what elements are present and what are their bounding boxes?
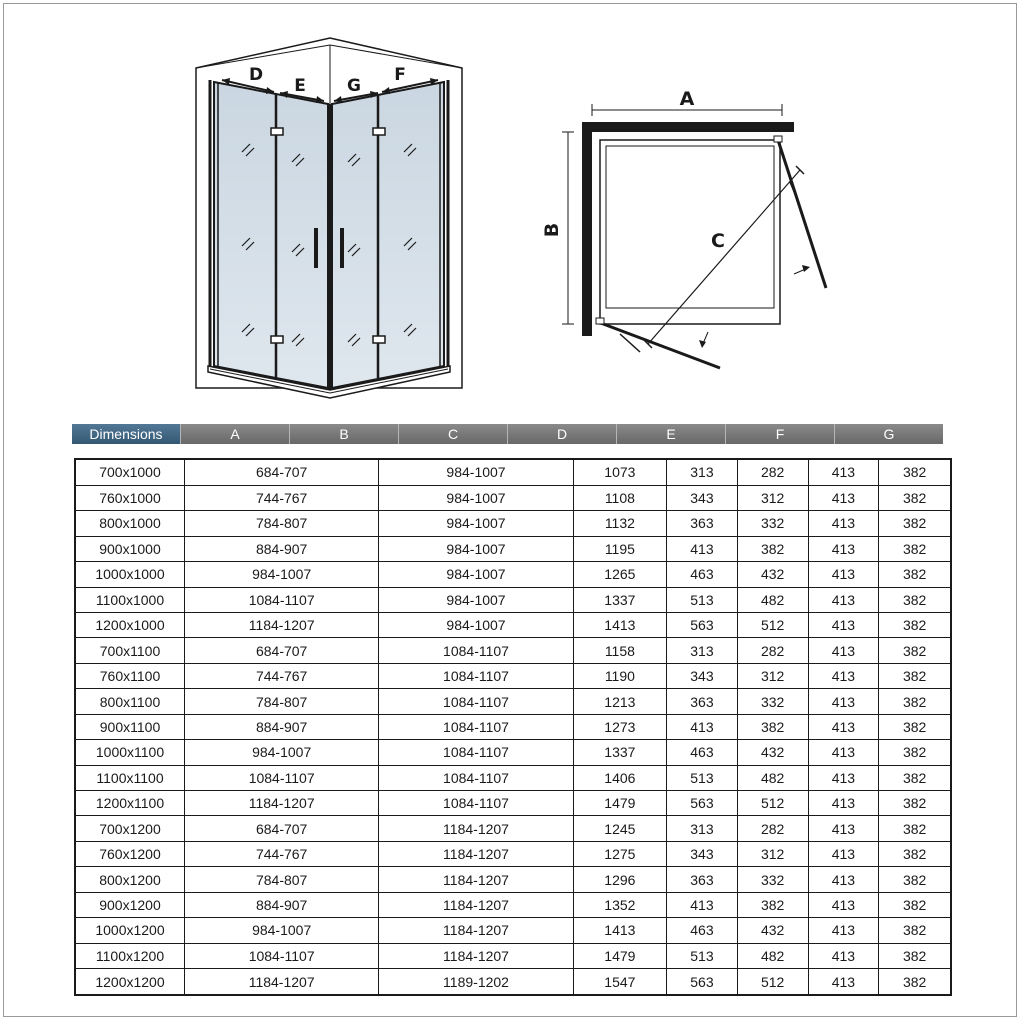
table-cell: 413 [667, 714, 738, 739]
table-cell: 363 [667, 689, 738, 714]
table-row [75, 765, 951, 790]
table-cell: 413 [808, 459, 879, 485]
table-cell: 1265 [573, 562, 666, 587]
table-cell: 1406 [573, 765, 666, 790]
table-cell: 482 [737, 765, 808, 790]
table-cell: 1084-1107 [379, 765, 573, 790]
table-cell: 413 [667, 892, 738, 917]
table-cell: 382 [879, 969, 951, 995]
table-cell: 382 [879, 918, 951, 943]
table-cell: 1184-1207 [379, 892, 573, 917]
table-cell: 744-767 [185, 663, 379, 688]
model-cell: 1000x1100 [75, 740, 185, 765]
table-cell: 382 [879, 612, 951, 637]
model-cell: 900x1100 [75, 714, 185, 739]
table-cell: 382 [737, 892, 808, 917]
table-cell: 984-1007 [185, 740, 379, 765]
table-cell: 1413 [573, 612, 666, 637]
table-cell: 382 [879, 791, 951, 816]
table-row [75, 612, 951, 637]
model-cell: 700x1100 [75, 638, 185, 663]
table-cell: 382 [879, 867, 951, 892]
table-cell: 984-1007 [379, 511, 573, 536]
table-cell: 1479 [573, 943, 666, 968]
table-row [75, 714, 951, 739]
table-row [75, 969, 951, 995]
table-cell: 343 [667, 663, 738, 688]
table-cell: 413 [808, 612, 879, 637]
table-row [75, 918, 951, 943]
table-cell: 382 [879, 943, 951, 968]
label-d: D [248, 65, 264, 85]
table-cell: 984-1007 [379, 612, 573, 637]
table-cell: 413 [808, 943, 879, 968]
table-cell: 413 [808, 740, 879, 765]
table-cell: 563 [667, 612, 738, 637]
table-cell: 312 [737, 485, 808, 510]
table-cell: 382 [879, 689, 951, 714]
table-cell: 463 [667, 918, 738, 943]
table-row [75, 892, 951, 917]
header-b: B [289, 424, 398, 444]
model-cell: 800x1200 [75, 867, 185, 892]
table-cell: 784-807 [185, 511, 379, 536]
table-cell: 1296 [573, 867, 666, 892]
table-row [75, 841, 951, 866]
table-cell: 563 [667, 791, 738, 816]
table-cell: 463 [667, 562, 738, 587]
header-e: E [616, 424, 725, 444]
table-cell: 884-907 [185, 536, 379, 561]
table-cell: 984-1007 [379, 536, 573, 561]
table-cell: 382 [737, 714, 808, 739]
header-a: A [180, 424, 289, 444]
dimensions-table [74, 458, 952, 996]
table-cell: 684-707 [185, 459, 379, 485]
table-cell: 984-1007 [379, 459, 573, 485]
table-row [75, 511, 951, 536]
header-d: D [507, 424, 616, 444]
table-cell: 1273 [573, 714, 666, 739]
table-cell: 1108 [573, 485, 666, 510]
model-cell: 700x1200 [75, 816, 185, 841]
table-cell: 413 [808, 587, 879, 612]
model-cell: 900x1200 [75, 892, 185, 917]
table-cell: 884-907 [185, 714, 379, 739]
table-cell: 413 [808, 867, 879, 892]
table-cell: 413 [808, 562, 879, 587]
table-cell: 363 [667, 511, 738, 536]
table-cell: 413 [808, 918, 879, 943]
table-row [75, 689, 951, 714]
table-cell: 512 [737, 969, 808, 995]
table-cell: 884-907 [185, 892, 379, 917]
model-cell: 760x1200 [75, 841, 185, 866]
table-cell: 382 [879, 816, 951, 841]
table-row [75, 485, 951, 510]
model-cell: 760x1000 [75, 485, 185, 510]
table-cell: 413 [808, 791, 879, 816]
table-row [75, 740, 951, 765]
model-cell: 1200x1100 [75, 791, 185, 816]
table-cell: 382 [737, 536, 808, 561]
table-cell: 684-707 [185, 816, 379, 841]
table-row [75, 587, 951, 612]
table-row [75, 943, 951, 968]
label-e: E [294, 76, 306, 96]
table-cell: 1132 [573, 511, 666, 536]
label-g: G [347, 76, 361, 96]
table-cell: 1084-1107 [379, 689, 573, 714]
label-a: A [679, 88, 695, 110]
table-cell: 1073 [573, 459, 666, 485]
table-cell: 413 [808, 892, 879, 917]
table-cell: 413 [808, 841, 879, 866]
table-row [75, 638, 951, 663]
table-cell: 413 [808, 663, 879, 688]
table-row [75, 867, 951, 892]
table-cell: 1547 [573, 969, 666, 995]
model-cell: 1000x1000 [75, 562, 185, 587]
header-g: G [834, 424, 943, 444]
label-b: B [541, 222, 563, 238]
model-cell: 800x1000 [75, 511, 185, 536]
label-c: C [711, 230, 725, 252]
table-cell: 382 [879, 714, 951, 739]
table-cell: 482 [737, 587, 808, 612]
table-cell: 382 [879, 485, 951, 510]
model-cell: 900x1000 [75, 536, 185, 561]
table-cell: 382 [879, 638, 951, 663]
table-cell: 332 [737, 511, 808, 536]
table-cell: 413 [808, 689, 879, 714]
table-row [75, 459, 951, 485]
table-cell: 282 [737, 816, 808, 841]
table-cell: 984-1007 [379, 485, 573, 510]
table-cell: 1084-1107 [379, 638, 573, 663]
model-cell: 1000x1200 [75, 918, 185, 943]
table-cell: 513 [667, 765, 738, 790]
table-cell: 343 [667, 841, 738, 866]
table-cell: 1184-1207 [379, 841, 573, 866]
model-cell: 1100x1000 [75, 587, 185, 612]
table-cell: 1413 [573, 918, 666, 943]
table-cell: 413 [808, 536, 879, 561]
table-cell: 1337 [573, 740, 666, 765]
table-cell: 413 [667, 536, 738, 561]
table-cell: 413 [808, 638, 879, 663]
table-cell: 382 [879, 562, 951, 587]
table-cell: 1190 [573, 663, 666, 688]
model-cell: 1200x1200 [75, 969, 185, 995]
table-cell: 382 [879, 663, 951, 688]
table-cell: 312 [737, 841, 808, 866]
table-cell: 984-1007 [379, 587, 573, 612]
table-cell: 1213 [573, 689, 666, 714]
table-cell: 382 [879, 841, 951, 866]
table-cell: 1084-1107 [185, 587, 379, 612]
model-cell: 1100x1200 [75, 943, 185, 968]
table-cell: 1184-1207 [379, 867, 573, 892]
table-cell: 563 [667, 969, 738, 995]
shower-enclosure-drawing [190, 30, 475, 402]
table-cell: 984-1007 [185, 918, 379, 943]
table-cell: 332 [737, 689, 808, 714]
model-cell: 800x1100 [75, 689, 185, 714]
table-cell: 784-807 [185, 689, 379, 714]
table-cell: 413 [808, 485, 879, 510]
table-cell: 1184-1207 [185, 612, 379, 637]
table-cell: 1184-1207 [379, 816, 573, 841]
table-cell: 513 [667, 943, 738, 968]
table-cell: 312 [737, 663, 808, 688]
table-cell: 413 [808, 816, 879, 841]
table-cell: 1275 [573, 841, 666, 866]
table-cell: 1084-1107 [185, 943, 379, 968]
dimensions-header [72, 424, 943, 444]
model-cell: 700x1000 [75, 459, 185, 485]
table-cell: 432 [737, 562, 808, 587]
table-cell: 1184-1207 [185, 969, 379, 995]
table-row [75, 663, 951, 688]
table-cell: 313 [667, 816, 738, 841]
table-cell: 513 [667, 587, 738, 612]
table-cell: 1337 [573, 587, 666, 612]
table-cell: 413 [808, 511, 879, 536]
table-row [75, 562, 951, 587]
table-cell: 1189-1202 [379, 969, 573, 995]
table-cell: 684-707 [185, 638, 379, 663]
table-cell: 744-767 [185, 841, 379, 866]
table-cell: 1195 [573, 536, 666, 561]
table-row [75, 536, 951, 561]
table-cell: 512 [737, 612, 808, 637]
table-cell: 1084-1107 [379, 663, 573, 688]
table-row [75, 816, 951, 841]
table-cell: 382 [879, 765, 951, 790]
table-cell: 984-1007 [185, 562, 379, 587]
table-cell: 1479 [573, 791, 666, 816]
table-cell: 313 [667, 459, 738, 485]
table-cell: 363 [667, 867, 738, 892]
table-cell: 784-807 [185, 867, 379, 892]
table-cell: 1084-1107 [379, 740, 573, 765]
table-cell: 512 [737, 791, 808, 816]
table-cell: 382 [879, 892, 951, 917]
table-cell: 1245 [573, 816, 666, 841]
plan-view-drawing [540, 84, 840, 376]
model-cell: 760x1100 [75, 663, 185, 688]
table-cell: 382 [879, 587, 951, 612]
table-cell: 1084-1107 [379, 714, 573, 739]
table-cell: 382 [879, 740, 951, 765]
table-cell: 343 [667, 485, 738, 510]
table-row [75, 791, 951, 816]
model-cell: 1200x1000 [75, 612, 185, 637]
table-cell: 382 [879, 459, 951, 485]
table-cell: 1184-1207 [379, 943, 573, 968]
table-cell: 382 [879, 536, 951, 561]
table-cell: 413 [808, 969, 879, 995]
table-cell: 382 [879, 511, 951, 536]
table-cell: 413 [808, 765, 879, 790]
table-cell: 282 [737, 459, 808, 485]
table-cell: 413 [808, 714, 879, 739]
header-c: C [398, 424, 507, 444]
model-cell: 1100x1100 [75, 765, 185, 790]
table-cell: 1158 [573, 638, 666, 663]
table-cell: 432 [737, 740, 808, 765]
header-dimensions: Dimensions [72, 424, 180, 444]
table-cell: 1084-1107 [379, 791, 573, 816]
table-cell: 1084-1107 [185, 765, 379, 790]
table-cell: 744-767 [185, 485, 379, 510]
label-f: F [394, 65, 406, 85]
table-cell: 432 [737, 918, 808, 943]
table-cell: 1184-1207 [185, 791, 379, 816]
table-cell: 313 [667, 638, 738, 663]
table-cell: 482 [737, 943, 808, 968]
table-cell: 332 [737, 867, 808, 892]
table-cell: 1352 [573, 892, 666, 917]
table-cell: 1184-1207 [379, 918, 573, 943]
table-cell: 984-1007 [379, 562, 573, 587]
table-cell: 282 [737, 638, 808, 663]
header-f: F [725, 424, 834, 444]
table-cell: 463 [667, 740, 738, 765]
